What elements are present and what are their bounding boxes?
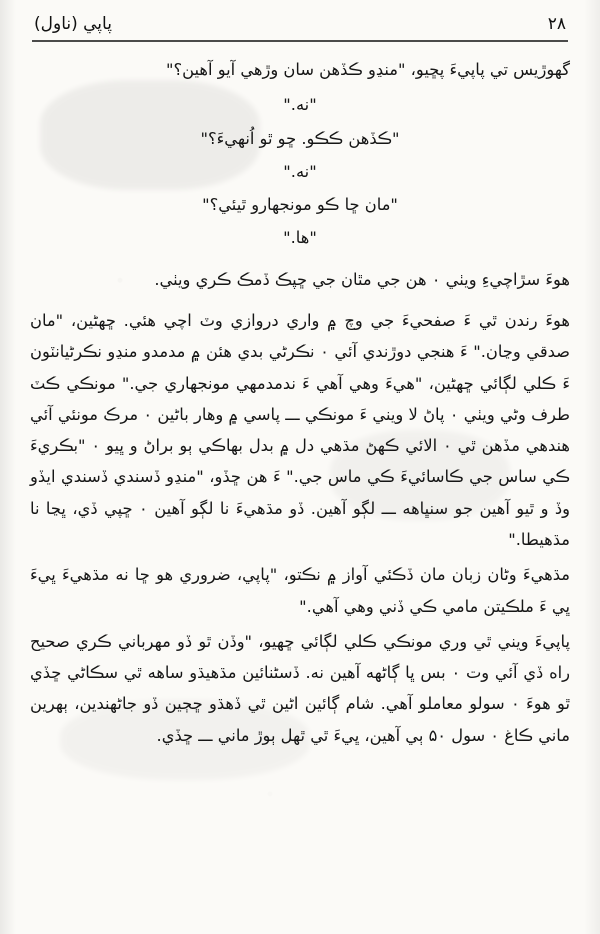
dialog-line: "ڪڏهن ڪڪو. ڇو ٿو اُنهيءَ؟" bbox=[200, 128, 400, 148]
page-number: ۲۸ bbox=[547, 14, 566, 34]
page-edge-shadow-left bbox=[0, 0, 16, 934]
header-divider bbox=[32, 40, 568, 42]
body-paragraph: هوءَ سڙاچيءِ ويٺي ۰ هن جي مٿان جي ڇپڪ ڏمڪ ڪري ويٺي. bbox=[154, 269, 570, 289]
dialog-line: "مان ڇا ڪو مونجھارو ٿيئي؟" bbox=[202, 195, 398, 215]
page-body bbox=[30, 54, 570, 751]
body-paragraph: پاپيءَ ويني ٿي وري مونڪي ڪلي لڳائي ڇهيو، "وڏن ٿو ڏو مهرباني ڪري صحيح راه ڏي آئي وت ۰ بس ڀا ڳاڻهه آهين نه. ڏسڻنائين مڌهيڌو ساهه ٿي سڪاڻي ڇڏي ٿو هوءَ ۰ سولو معاملو آهي. شام ڳائين اڻين ٿي ڏهڌو ڇڄين ڏو جاڻهندين، ٻهرين ماني ڪاغ ۰ سول ۵۰ ٻي آهين، ڀيءَ ٿي ٿهل ٻوڙ ماني ـــ ڇڏي. bbox=[30, 631, 570, 745]
dialog-reply: "ها." bbox=[283, 228, 317, 248]
body-paragraph: مڌهيءَ وڻان زبان مان ڏڪئي آواز ۾ نڪتو، "پاپي، ضروري هو ڇا نه مڌهيءَ ڀيءَ ڀي ءَ ملڪيتن مامي ڪي ڏني وهي آهي." bbox=[30, 565, 570, 616]
book-title: پاپي (ناول) bbox=[34, 14, 112, 34]
page-edge-shadow-right bbox=[584, 0, 600, 934]
body-paragraph: هوءَ رندن ٿي ءَ صفحيءَ جي وچ ۾ واري دروازي وٽ اچي هئي. ڇهڻين، "مان صدقي وڃان." ءَ هنجي دوڙندي آئي ۰ نڪرڻي بدي هئن ۾ مدمدو منڍو نڪرڻيانٽون ءَ ڪلي لڳائي ڇهڻين، "هيءَ وهي آهي ءَ ندمدمهي مونجھاري جي." مونڪي ڪٽ طرف وڻي ويٺي ۰ پاڻ لا ويني ءَ مونڪي ـــ پاسي ۾ وهار باڻين ۰ مرڪ مونئي آئي هندهي مڏهن ٿي ۰ الائي ڪهڻ مڌهي دل ۾ بدل بھاڪي ٻو براڻ و ڀيو ۰ "بڪريءَ ڪي ساس جي ڪاسائيءَ ڪي ماس جي." ءَ هن ڇڏو، "منڍو ڏسندي ڏسندي ايڏو وڏ و ٿيو آهين جو سنڀاهه ـــ لڳو آهين. ڏو مڌهيءَ نا لڳو آهين ۰ ڇپي ڏي، ڀڃا نا مڌهيطا." bbox=[30, 310, 570, 549]
page-header bbox=[30, 14, 570, 38]
dialog-reply: "نه." bbox=[283, 95, 317, 115]
body-paragraph: گهوڙيس تي پاپيءَ پڇيو، "منڍو ڪڏهن سان وڙهي آيو آهين؟" bbox=[165, 60, 570, 79]
dialog-reply: "نه." bbox=[283, 161, 317, 181]
